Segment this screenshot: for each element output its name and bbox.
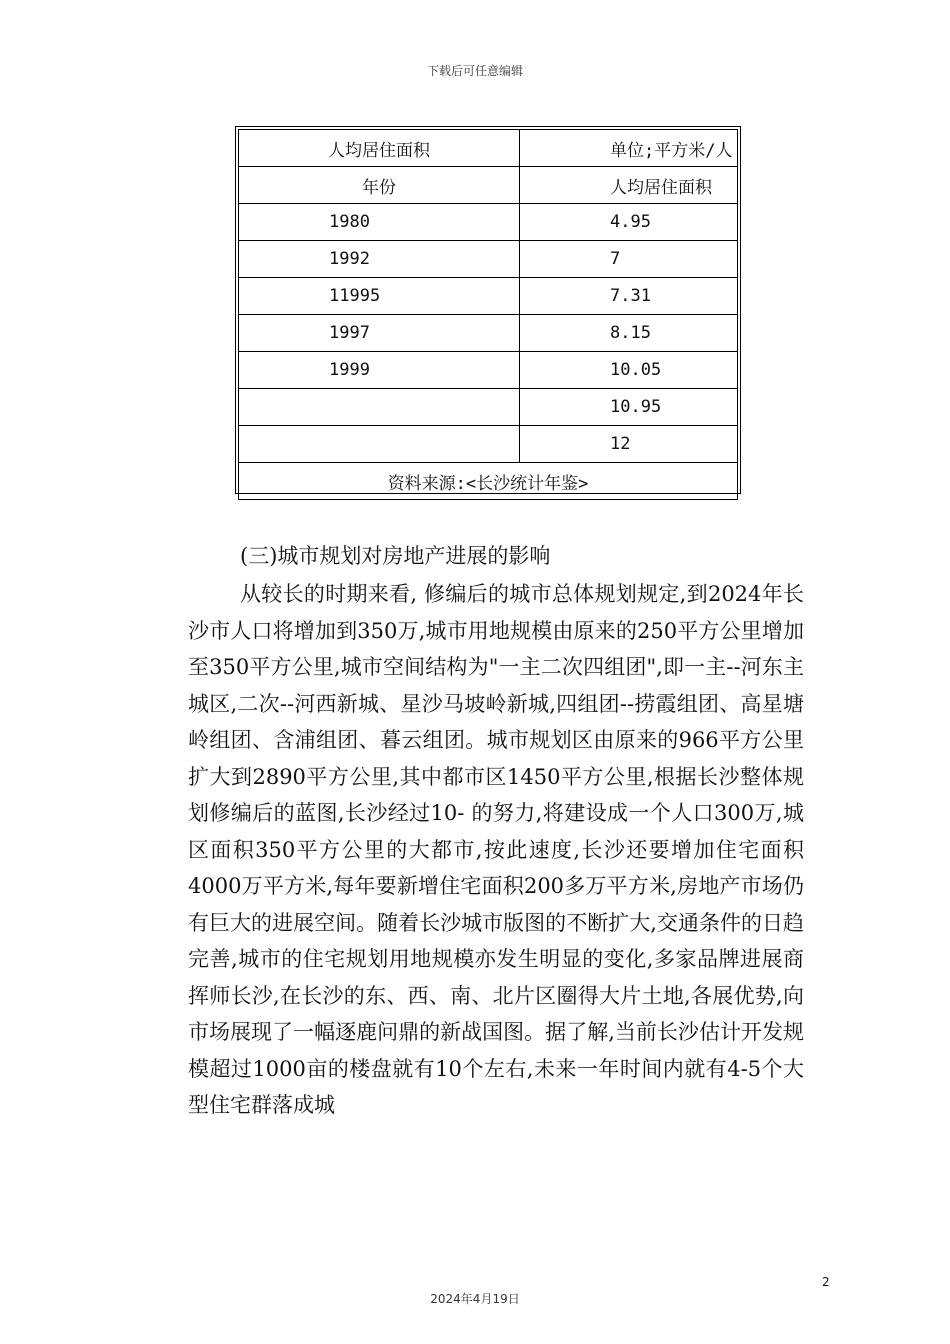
year-cell: 1992 [239, 241, 520, 278]
value-cell: 8.15 [520, 315, 738, 352]
body-text [188, 576, 804, 1124]
table-row [239, 204, 738, 241]
value-cell: 4.95 [520, 204, 738, 241]
year-cell [239, 389, 520, 426]
column-header-value: 人均居住面积 [520, 167, 738, 204]
table-row [239, 315, 738, 352]
data-table [235, 126, 741, 494]
table-row [239, 389, 738, 426]
year-cell: 1997 [239, 315, 520, 352]
value-cell: 10.95 [520, 389, 738, 426]
value-cell: 10.05 [520, 352, 738, 389]
page-header: 下载后可任意编辑 [426, 64, 523, 78]
table-title-cell: 人均居住面积 [239, 130, 520, 167]
table-row [239, 278, 738, 315]
table-source-row [239, 463, 738, 500]
table-row [239, 426, 738, 463]
year-cell: 11995 [239, 278, 520, 315]
column-header-year: 年份 [239, 167, 520, 204]
table-unit-cell: 单位;平方米/人 [520, 130, 738, 167]
page-number: 2 [822, 1275, 830, 1289]
year-cell [239, 426, 520, 463]
table-header-row [239, 130, 738, 167]
table-column-row [239, 167, 738, 204]
value-cell: 7.31 [520, 278, 738, 315]
value-cell: 7 [520, 241, 738, 278]
table-row [239, 241, 738, 278]
value-cell: 12 [520, 426, 738, 463]
year-cell: 1980 [239, 204, 520, 241]
table-row [239, 352, 738, 389]
section-heading: (三)城市规划对房地产进展的影响 [240, 544, 551, 568]
page-footer-date: 2024年4月19日 [430, 1292, 520, 1306]
paragraph: 从较长的时期来看, 修编后的城市总体规划规定,到2024年长沙市人口将增加到350万,城市用地规模由原来的250平方公里增加至350平方公里,城市空间结构为"一主二次四组团",即一主--河东主城区,二次--河西新城、星沙马坡岭新城,四组团--捞霞组团、高星塘岭组团、含浦组团、暮云组团。城市规划区由原来的966平方公里扩大到2890平方公里,其中都市区1450平方公里,根据长沙整体规划修编后的蓝图,长沙经过10- 的努力,将建设成一个人口300万,城区面积350平方公里的大都市,按此速度,长沙还要增加住宅面积4000万平方米,每年要新增住宅面积200多万平方米,房地产市场仍有巨大的进展空间。随着长沙城市版图的不断扩大,交通条件的日趋完善,城市的住宅规划用地规模亦发生明显的变化,多家品牌进展商挥师长沙,在长沙的东、西、南、北片区圈得大片土地,各展优势,向市场展现了一幅逐鹿问鼎的新战国图。据了解,当前长沙估计开发规模超过1000亩的楼盘就有10个左右,未来一年时间内就有4-5个大型住宅群落成城 [188, 582, 804, 1117]
year-cell: 1999 [239, 352, 520, 389]
table-source: 资料来源:<长沙统计年鉴> [239, 463, 738, 500]
